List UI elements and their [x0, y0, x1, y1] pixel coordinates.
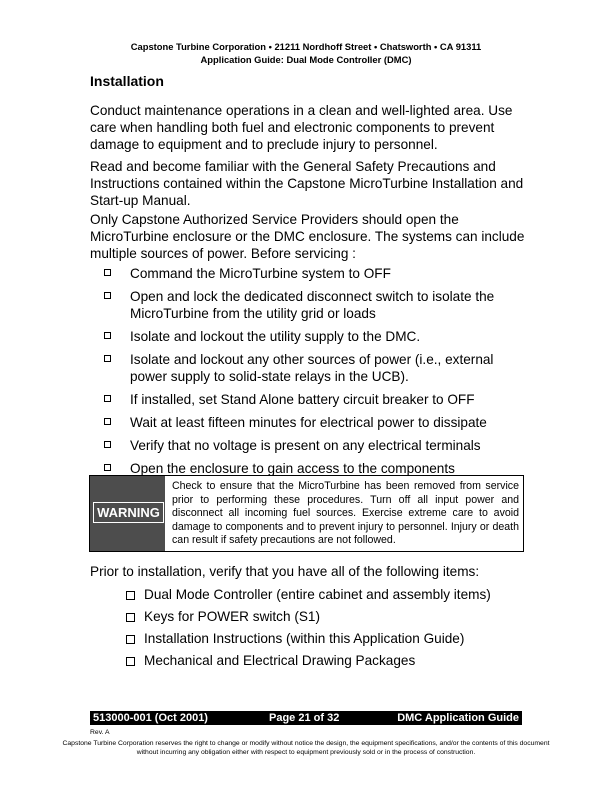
servicing-steps-list [104, 265, 530, 477]
footer-disclaimer: Capstone Turbine Corporation reserves the right to change or modify without notice the design, the equipment specifications, and/or the contents of this document without incurring any obligation either with respect to equipment previously sold or in the process of construction. [62, 740, 550, 756]
paragraph-authorized: Only Capstone Authorized Service Providers should open the MicroTurbine enclosure or the DMC enclosure. The systems can include multiple sources of power. Before servicing : [90, 212, 525, 261]
section-title: Installation [90, 73, 164, 89]
checkbox-bullet-icon [104, 332, 111, 339]
list-item: Verify that no voltage is present on any electrical terminals [104, 437, 530, 454]
list-item: Isolate and lockout any other sources of power (i.e., external power supply to solid-state relays in the UCB). [104, 351, 530, 385]
warning-box [89, 475, 524, 552]
checkbox-bullet-icon [126, 657, 135, 666]
paragraph-maintenance: Conduct maintenance operations in a clean and well-lighted area. Use care when handling both fuel and electronic components to prevent damage to equipment and to preclude injury to personnel. [90, 103, 513, 152]
list-item: Wait at least fifteen minutes for electrical power to dissipate [104, 414, 530, 431]
header-guide-title: Application Guide: Dual Mode Controller (DMC) [200, 54, 412, 65]
footer-bar [90, 711, 522, 725]
list-item: Command the MicroTurbine system to OFF [104, 265, 530, 282]
checkbox-bullet-icon [104, 269, 111, 276]
checkbox-bullet-icon [126, 635, 135, 644]
installation-checklist [126, 584, 491, 672]
list-item: Open and lock the dedicated disconnect switch to isolate the MicroTurbine from the utility grid or loads [104, 288, 530, 322]
checklist-intro: Prior to installation, verify that you have all of the following items: [90, 564, 480, 579]
header-address: Capstone Turbine Corporation • 21211 Nordhoff Street • Chatsworth • CA 91311 [130, 41, 482, 52]
footer-doc-number: 513000-001 (Oct 2001) [93, 712, 208, 724]
warning-label: WARNING [93, 502, 164, 523]
list-item: Installation Instructions (within this Application Guide) [126, 628, 491, 650]
footer-revision: Rev. A [90, 729, 110, 736]
list-item: Mechanical and Electrical Drawing Packages [126, 650, 491, 672]
list-item: Keys for POWER switch (S1) [126, 606, 491, 628]
checkbox-bullet-icon [104, 355, 111, 362]
checkbox-bullet-icon [104, 418, 111, 425]
footer-guide-name: DMC Application Guide [397, 712, 519, 724]
paragraph-safety: Read and become familiar with the General Safety Precautions and Instructions contained within the Capstone MicroTurbine Installation and Start-up Manual. [90, 159, 524, 208]
footer-page-number: Page 21 of 32 [269, 712, 340, 724]
list-item: Isolate and lockout the utility supply to the DMC. [104, 328, 530, 345]
checkbox-bullet-icon [126, 591, 135, 600]
list-item: Dual Mode Controller (entire cabinet and assembly items) [126, 584, 491, 606]
checkbox-bullet-icon [104, 292, 111, 299]
list-item: If installed, set Stand Alone battery circuit breaker to OFF [104, 391, 530, 408]
checkbox-bullet-icon [126, 613, 135, 622]
page-header [0, 40, 612, 66]
checkbox-bullet-icon [104, 395, 111, 402]
warning-text: Check to ensure that the MicroTurbine has been removed from service prior to performing these procedures. Turn off all input power and disconnect all incoming fuel sources. Exercise extreme care to avoid damage to components and to prevent injury to personnel. Injury or death can result if safety precautions are not followed. [172, 480, 519, 547]
checkbox-bullet-icon [104, 464, 111, 471]
checkbox-bullet-icon [104, 441, 111, 448]
warning-tag [90, 476, 165, 551]
list-item: Open the enclosure to gain access to the components [104, 460, 530, 477]
